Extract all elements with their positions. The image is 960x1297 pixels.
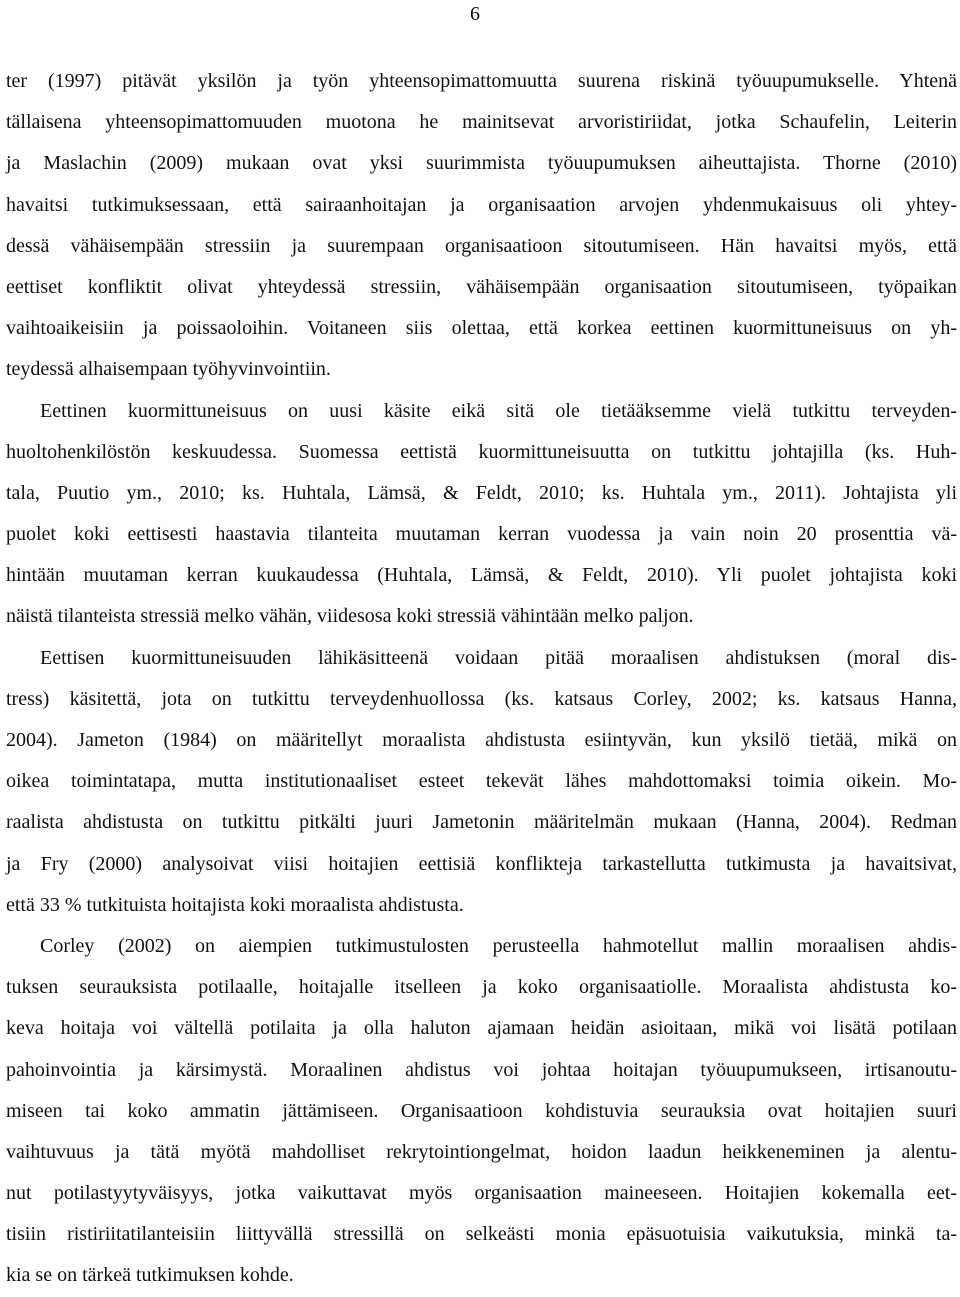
text-line: keva hoitaja voi vältellä potilaita ja olla haluton ajamaan heidän asioitaan, mikä voi lisätä potilaan <box>6 1017 957 1040</box>
text-line: teydessä alhaisempaan työhyvinvointiin. <box>6 358 331 381</box>
text-line: tress) käsitettä, jota on tutkittu terveydenhuollossa (ks. katsaus Corley, 2002; ks. katsaus Hanna, <box>6 687 957 710</box>
text-line: tala, Puutio ym., 2010; ks. Huhtala, Lämsä, & Feldt, 2010; ks. Huhtala ym., 2011). Johtajista yli <box>6 481 957 504</box>
text-line: ja Maslachin (2009) mukaan ovat yksi suurimmista työuupumuksen aiheuttajista. Thorne (2010) <box>6 152 957 175</box>
text-line: miseen tai koko ammatin jättämiseen. Organisaatioon kohdistuvia seurauksia ovat hoitajien suuri <box>6 1099 957 1122</box>
text-line: dessä vähäisempään stressiin ja suurempaan organisaatioon sitoutumiseen. Hän havaitsi myös, että <box>6 234 957 257</box>
text-line: näistä tilanteista stressiä melko vähän, viidesosa koki stressiä vähintään melko paljon. <box>6 605 694 628</box>
body-text <box>6 61 957 1297</box>
text-line: eettiset konfliktit olivat yhteydessä stressiin, vähäisempään organisaation sitoutumiseen, työpaikan <box>6 275 957 298</box>
paragraph <box>6 638 957 926</box>
text-line: kia se on tärkeä tutkimuksen kohde. <box>6 1264 294 1287</box>
text-line: havaitsi tutkimuksessaan, että sairaanhoitajan ja organisaation arvojen yhdenmukaisuus oli yhtey- <box>6 193 957 216</box>
text-line: ja Fry (2000) analysoivat viisi hoitajien eettisiä konflikteja tarkastellutta tutkimusta ja havaitsivat, <box>6 852 957 875</box>
text-line: pahoinvointia ja kärsimystä. Moraalinen ahdistus voi johtaa hoitajan työuupumukseen, irtisanoutu- <box>6 1058 957 1081</box>
text-line: tisiin ristiriitatilanteisiin liittyvällä stressillä on selkeästi monia epäsuotuisia vaikutuksia, minkä ta- <box>6 1223 957 1246</box>
text-line: raalista ahdistusta on tutkittu pitkälti juuri Jametonin määritelmän mukaan (Hanna, 2004). Redman <box>6 811 957 834</box>
text-line: huoltohenkilöstön keskuudessa. Suomessa eettistä kuormittuneisuutta on tutkittu johtajilla (ks. Huh- <box>6 440 957 463</box>
paragraph <box>6 926 957 1297</box>
text-line: nut potilastyytyväisyys, jotka vaikuttavat myös organisaation maineeseen. Hoitajien kokemalla eet- <box>6 1182 957 1205</box>
text-line: Eettinen kuormittuneisuus on uusi käsite eikä sitä ole tietääksemme vielä tutkittu terveyden- <box>40 399 957 422</box>
text-line: vaihtuvuus ja tätä myötä mahdolliset rekrytointiongelmat, hoidon laadun heikkeneminen ja alentu- <box>6 1140 957 1163</box>
text-line: ter (1997) pitävät yksilön ja työn yhteensopimattomuutta suurena riskinä työuupumukselle. Yhtenä <box>6 70 957 92</box>
text-line: oikea toimintatapa, mutta institutionaaliset esteet tekevät lähes mahdottomaksi toimia oikein. Mo- <box>6 770 957 793</box>
text-line: puolet koki eettisesti haastavia tilanteita muutaman kerran vuodessa ja vain noin 20 prosenttia vä- <box>6 523 957 546</box>
text-line: että 33 % tutkituista hoitajista koki moraalista ahdistusta. <box>6 893 464 916</box>
text-line: vaihtoaikeisiin ja poissaoloihin. Voitaneen siis olettaa, että korkea eettinen kuormittuneisuus on yh- <box>6 317 957 340</box>
text-line: hintään muutaman kerran kuukaudessa (Huhtala, Lämsä, & Feldt, 2010). Yli puolet johtajista koki <box>6 564 957 587</box>
page-number: 6 <box>470 3 480 25</box>
text-line: 2004). Jameton (1984) on määritellyt moraalista ahdistusta esiintyvän, kun yksilö tietää, mikä on <box>6 729 957 751</box>
paragraph <box>6 61 957 391</box>
paragraph <box>6 391 957 638</box>
text-line: Eettisen kuormittuneisuuden lähikäsitteenä voidaan pitää moraalisen ahdistuksen (moral dis- <box>40 646 957 669</box>
text-line: tuksen seurauksista potilaalle, hoitajalle itselleen ja koko organisaatiolle. Moraalista ahdistusta ko- <box>6 976 957 999</box>
text-line: Corley (2002) on aiempien tutkimustulosten perusteella hahmotellut mallin moraalisen ahdis- <box>40 934 957 957</box>
text-line: tällaisena yhteensopimattomuuden muotona he mainitsevat arvoristiriidat, jotka Schaufelin, Leiterin <box>6 111 957 134</box>
